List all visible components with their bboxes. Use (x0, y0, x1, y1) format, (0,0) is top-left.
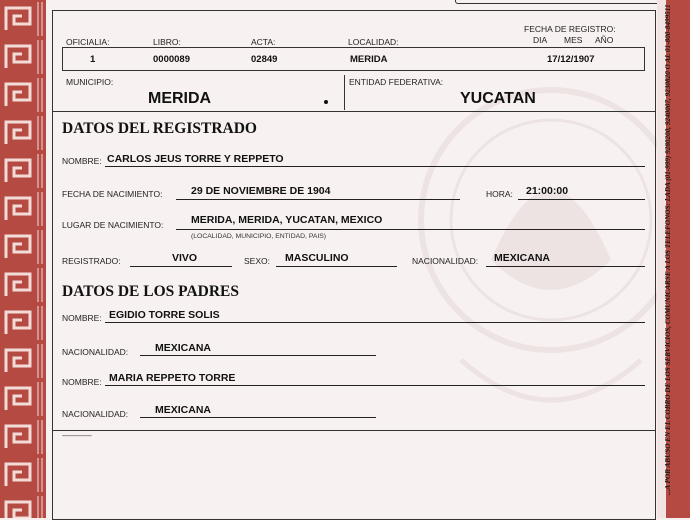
mes-label: MES (564, 35, 583, 45)
nombre-label: NOMBRE: (62, 156, 102, 166)
fecha-nac-value: 29 DE NOVIEMBRE DE 1904 (191, 185, 331, 197)
dot-mark (324, 100, 328, 104)
hora-label: HORA: (486, 189, 513, 199)
ano-label: AÑO (595, 35, 614, 45)
nacionalidad-label: NACIONALIDAD: (412, 256, 479, 266)
side-notice: ...A POR ABUSO EN EL COBRO DE LOS SERVICIOS, COMUNICARSE A LOS TELEFONOS: LADA (01-999) 9280200, 9240007, 9230820 O AL 01-800-8499511 (664, 4, 672, 495)
padre-nac-value: MEXICANA (155, 342, 212, 354)
nombre-underline (105, 166, 645, 167)
hora-value: 21:00:00 (526, 185, 569, 197)
hora-underline (518, 199, 645, 200)
nacionalidad-underline (486, 266, 645, 267)
municipio-divider (344, 75, 345, 110)
lugar-label: LUGAR DE NACIMIENTO: (62, 220, 164, 230)
sexo-value: MASCULINO (285, 252, 349, 264)
registrado-value: VIVO (172, 252, 198, 264)
section-title-padres: DATOS DE LOS PADRES (62, 283, 240, 300)
lugar-underline (176, 229, 645, 230)
madre-label: NOMBRE: (62, 377, 102, 387)
municipio-value: MERIDA (148, 90, 212, 107)
padre-label: NOMBRE: (62, 313, 102, 323)
entidad-value: YUCATAN (460, 90, 536, 107)
fecha-nac-label: FECHA DE NACIMIENTO: (62, 189, 163, 199)
nombre-value: CARLOS JEUS TORRE Y REPPETO (107, 153, 284, 165)
padre-nac-label: NACIONALIDAD: (62, 347, 129, 357)
fecha-registro-label: FECHA DE REGISTRO: (524, 24, 616, 34)
section-title-registrado: DATOS DEL REGISTRADO (62, 120, 257, 137)
madre-nac-value: MEXICANA (155, 404, 212, 416)
top-frame-edge (455, 0, 660, 4)
acta-value: 02849 (251, 54, 278, 65)
madre-nac-label: NACIONALIDAD: (62, 409, 129, 419)
decorative-border-left (0, 0, 46, 518)
oficialia-value: 1 (90, 54, 96, 65)
padre-value: EGIDIO TORRE SOLIS (109, 309, 220, 321)
municipio-label: MUNICIPIO: (66, 77, 114, 87)
header-divider (52, 111, 656, 112)
registrado-underline (130, 266, 232, 267)
lugar-hint: (LOCALIDAD, MUNICIPIO, ENTIDAD, PAIS) (191, 233, 327, 240)
localidad-value: MERIDA (350, 54, 388, 65)
libro-value: 0000089 (153, 54, 190, 65)
oficialia-label: OFICIALIA: (66, 37, 110, 47)
lugar-value: MERIDA, MERIDA, YUCATAN, MEXICO (191, 214, 383, 226)
madre-underline (105, 385, 645, 386)
dia-label: DIA (533, 35, 548, 45)
madre-nac-underline (140, 417, 376, 418)
acta-label: ACTA: (251, 37, 276, 47)
sexo-underline (276, 266, 397, 267)
libro-label: LIBRO: (153, 37, 181, 47)
madre-value: MARIA REPPETO TORRE (109, 372, 236, 384)
fecha-nac-underline (176, 199, 460, 200)
registrado-label: REGISTRADO: (62, 256, 121, 266)
padre-nac-underline (140, 355, 376, 356)
fecha-registro-value: 17/12/1907 (547, 54, 595, 65)
padre-underline (105, 322, 645, 323)
entidad-label: ENTIDAD FEDERATIVA: (349, 77, 444, 87)
footer-dashes: ---------------- (62, 433, 92, 440)
section-divider-bottom (52, 430, 656, 431)
localidad-label: LOCALIDAD: (348, 37, 399, 47)
nacionalidad-value: MEXICANA (494, 252, 551, 264)
sexo-label: SEXO: (244, 256, 270, 266)
